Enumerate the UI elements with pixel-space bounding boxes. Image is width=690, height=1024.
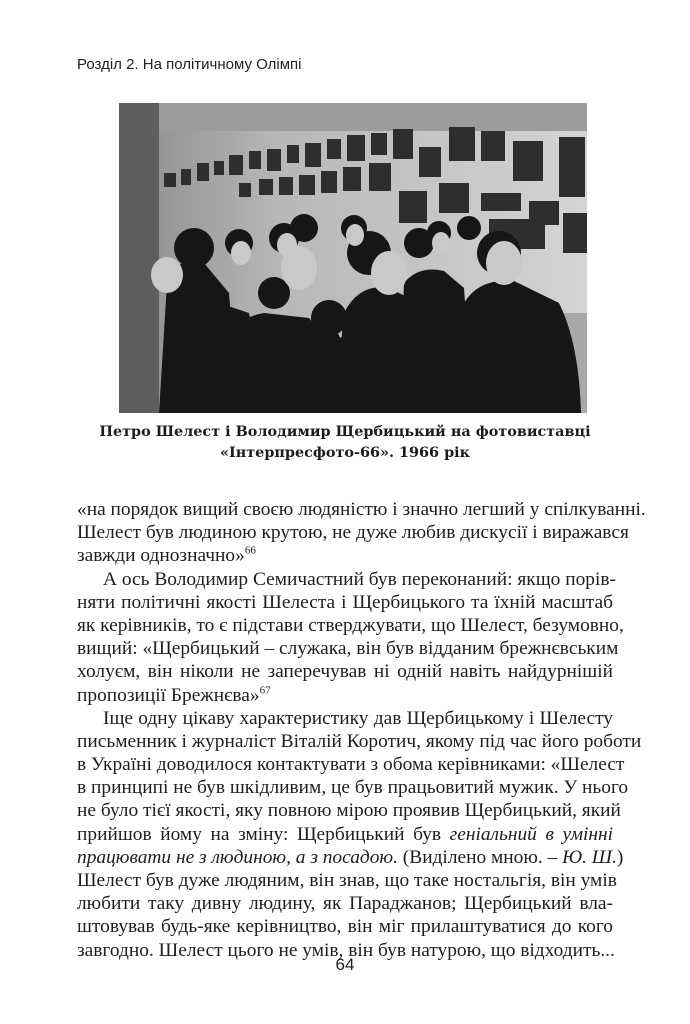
caption-line-2: «Інтерпресфото-66». 1966 рік xyxy=(220,444,470,461)
footnote-ref: 67 xyxy=(259,684,271,697)
text-line: любити таку дивну людину, як Параджанов; Щербицький вла- xyxy=(77,893,613,915)
text-line: Шелест був людиною крутою, не дуже любив дискусії і виражався xyxy=(77,522,629,544)
text-line: холуєм, він ніколи не заперечував ні одній навіть найдурнішій xyxy=(77,661,613,683)
text-line-part: пропозиції Брежнєва» xyxy=(77,684,260,706)
text-line: в Україні доводилося контактувати з обома керівниками: «Шелест xyxy=(77,754,625,776)
photo-caption xyxy=(77,421,613,463)
text-line: в принципі не був шкідливим, це був працьовитий мужик. У нього xyxy=(77,777,629,799)
emphasis-note-close: ) xyxy=(616,846,624,868)
text-line: штовував будь-яке керівництво, він міг прилаштуватися до кого xyxy=(77,916,613,938)
text-line: письменник і журналіст Віталій Коротич, якому під час його роботи xyxy=(77,730,642,752)
text-line-part: завжди однозначно» xyxy=(77,545,245,567)
text-line-part: прийшов йому на зміну: Щербицький був xyxy=(77,823,450,845)
italic-phrase: працювати не з людиною, а з посадою. xyxy=(77,846,398,868)
text-line: Іще одну цікаву характеристику дав Щербицькому і Шелесту xyxy=(103,707,613,729)
page-number: 64 xyxy=(335,955,355,974)
running-head: Розділ 2. На політичному Олімпі xyxy=(77,56,302,73)
text-line: як керівників, то є підстави стверджувати, що Шелест, безумовно, xyxy=(77,614,624,636)
text-line: няти політичні якості Шелеста і Щербицького та їхній масштаб xyxy=(77,591,613,613)
footnote-ref: 66 xyxy=(244,544,256,557)
body-text xyxy=(77,498,646,962)
text-line xyxy=(77,544,613,567)
text-line: вищий: «Щербицький – служака, він був відданим брежнєвським xyxy=(77,638,619,660)
text-line xyxy=(77,823,613,846)
emphasis-note: (Виділено мною. – xyxy=(397,846,563,868)
text-line: завгодно. Шелест цього не умів, він був натурою, що відходить... xyxy=(77,939,615,961)
caption-line-1: Петро Шелест і Володимир Щербицький на фотовиставці xyxy=(99,423,591,440)
italic-phrase: геніальний в умінні xyxy=(449,823,613,845)
exhibition-photo xyxy=(119,103,587,413)
text-line xyxy=(77,846,624,869)
text-line: Шелест був дуже людяним, він знав, що таке ностальгія, він умів xyxy=(77,870,617,891)
text-line: А ось Володимир Семичастний був переконаний: якщо порів- xyxy=(103,568,616,590)
text-line: не було тієї якості, яку повною мірою проявив Щербицький, який xyxy=(77,800,621,822)
text-line xyxy=(77,684,613,707)
emphasis-note-author: Ю. Ш. xyxy=(562,846,617,868)
text-line: «на порядок вищий своєю людяністю і значно легший у спілкуванні. xyxy=(77,499,646,520)
